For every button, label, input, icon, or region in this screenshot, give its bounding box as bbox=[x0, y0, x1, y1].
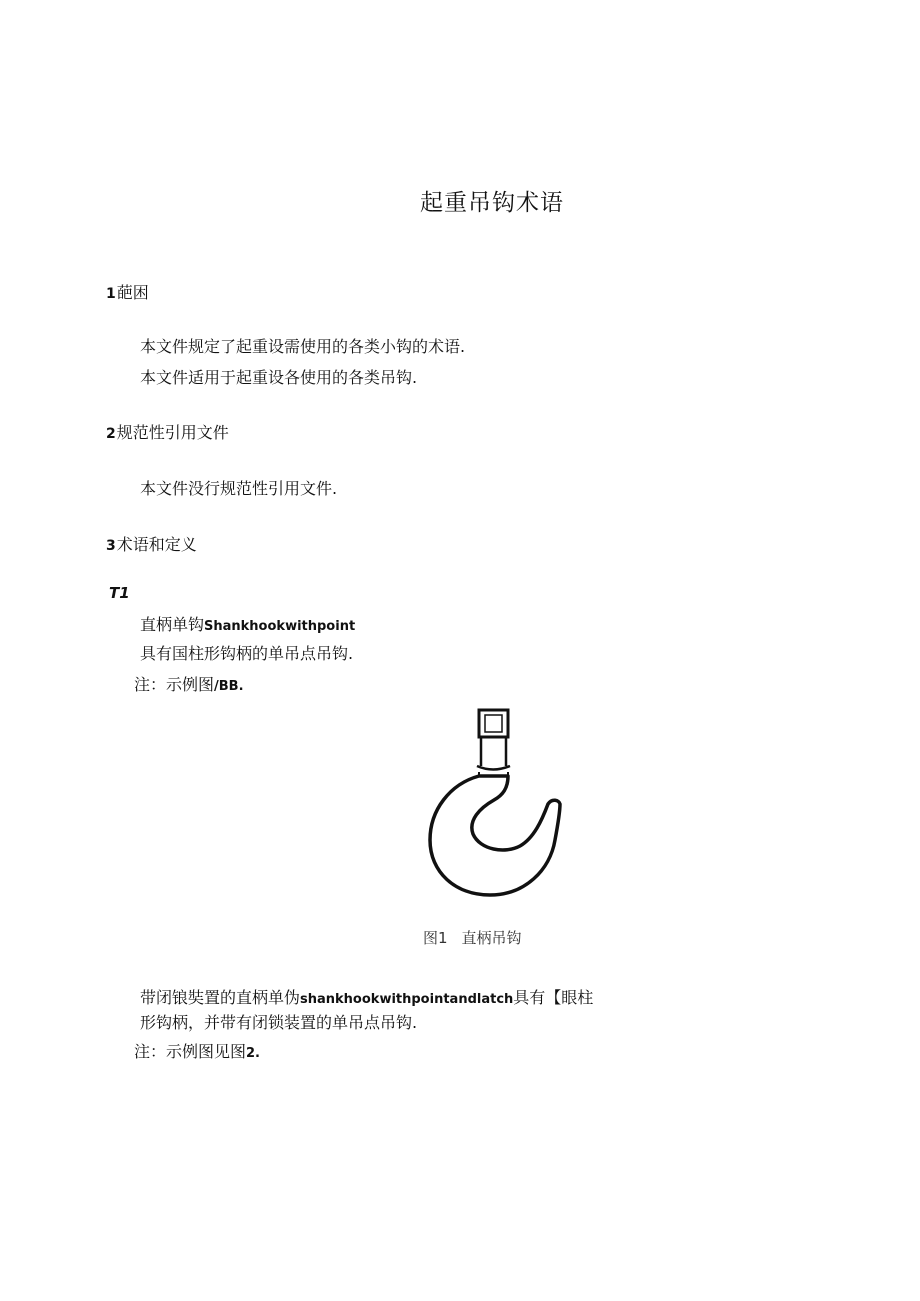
document-title: 起重吊钩术语 bbox=[420, 190, 564, 216]
term-2-cn: 带闭锒奘置的直柄单伪 bbox=[140, 988, 301, 1007]
section-number: 1 bbox=[106, 286, 116, 302]
scope-line-1: 本文件规定了起重设需使用的各类小钩的术语. bbox=[140, 337, 466, 356]
note-ref: 2. bbox=[246, 1046, 260, 1061]
term-2-note bbox=[134, 1039, 260, 1062]
figure-caption-text: 直柄吊钩 bbox=[461, 929, 522, 947]
term-1-note bbox=[134, 672, 244, 695]
section-number: 2 bbox=[106, 426, 116, 442]
term-1-en: Shankhookwithpoint bbox=[204, 619, 356, 634]
normative-line-1: 本文件没行规范性引用文件. bbox=[140, 479, 338, 498]
shank-hook-icon bbox=[410, 700, 580, 910]
term-2-en: shankhookwithpointandlatch bbox=[300, 992, 514, 1007]
section-label: 规范性引用文件 bbox=[116, 423, 229, 442]
figure-number: 图1 bbox=[423, 929, 448, 947]
section-heading-scope bbox=[106, 280, 149, 303]
scope-line-2: 本文件适用于起重设各使用的各类吊钩. bbox=[140, 368, 418, 387]
note-prefix: 注：示例图见图 bbox=[134, 1042, 247, 1061]
term-1-cn: 直柄单钩 bbox=[140, 615, 205, 634]
term-number: T1 bbox=[109, 584, 130, 602]
term-2-definition-start: 具有【眼柱 bbox=[513, 988, 594, 1007]
term-2-line-2: 形钩柄，并带有闭锁装置的单吊点吊钩. bbox=[140, 1013, 418, 1032]
term-2-line-1 bbox=[140, 985, 593, 1008]
note-prefix: 注：示例图 bbox=[134, 675, 215, 694]
section-number: 3 bbox=[106, 538, 116, 554]
figure-1-caption bbox=[423, 927, 536, 948]
section-heading-normative bbox=[106, 420, 229, 443]
section-heading-terms bbox=[106, 532, 197, 555]
term-1-title bbox=[140, 612, 355, 635]
term-1-definition: 具有国柱形钩柄的单吊点吊钩. bbox=[140, 644, 354, 663]
section-label: 葩困 bbox=[116, 283, 149, 302]
section-label: 术语和定义 bbox=[116, 535, 197, 554]
note-ref: /BB. bbox=[214, 679, 244, 694]
